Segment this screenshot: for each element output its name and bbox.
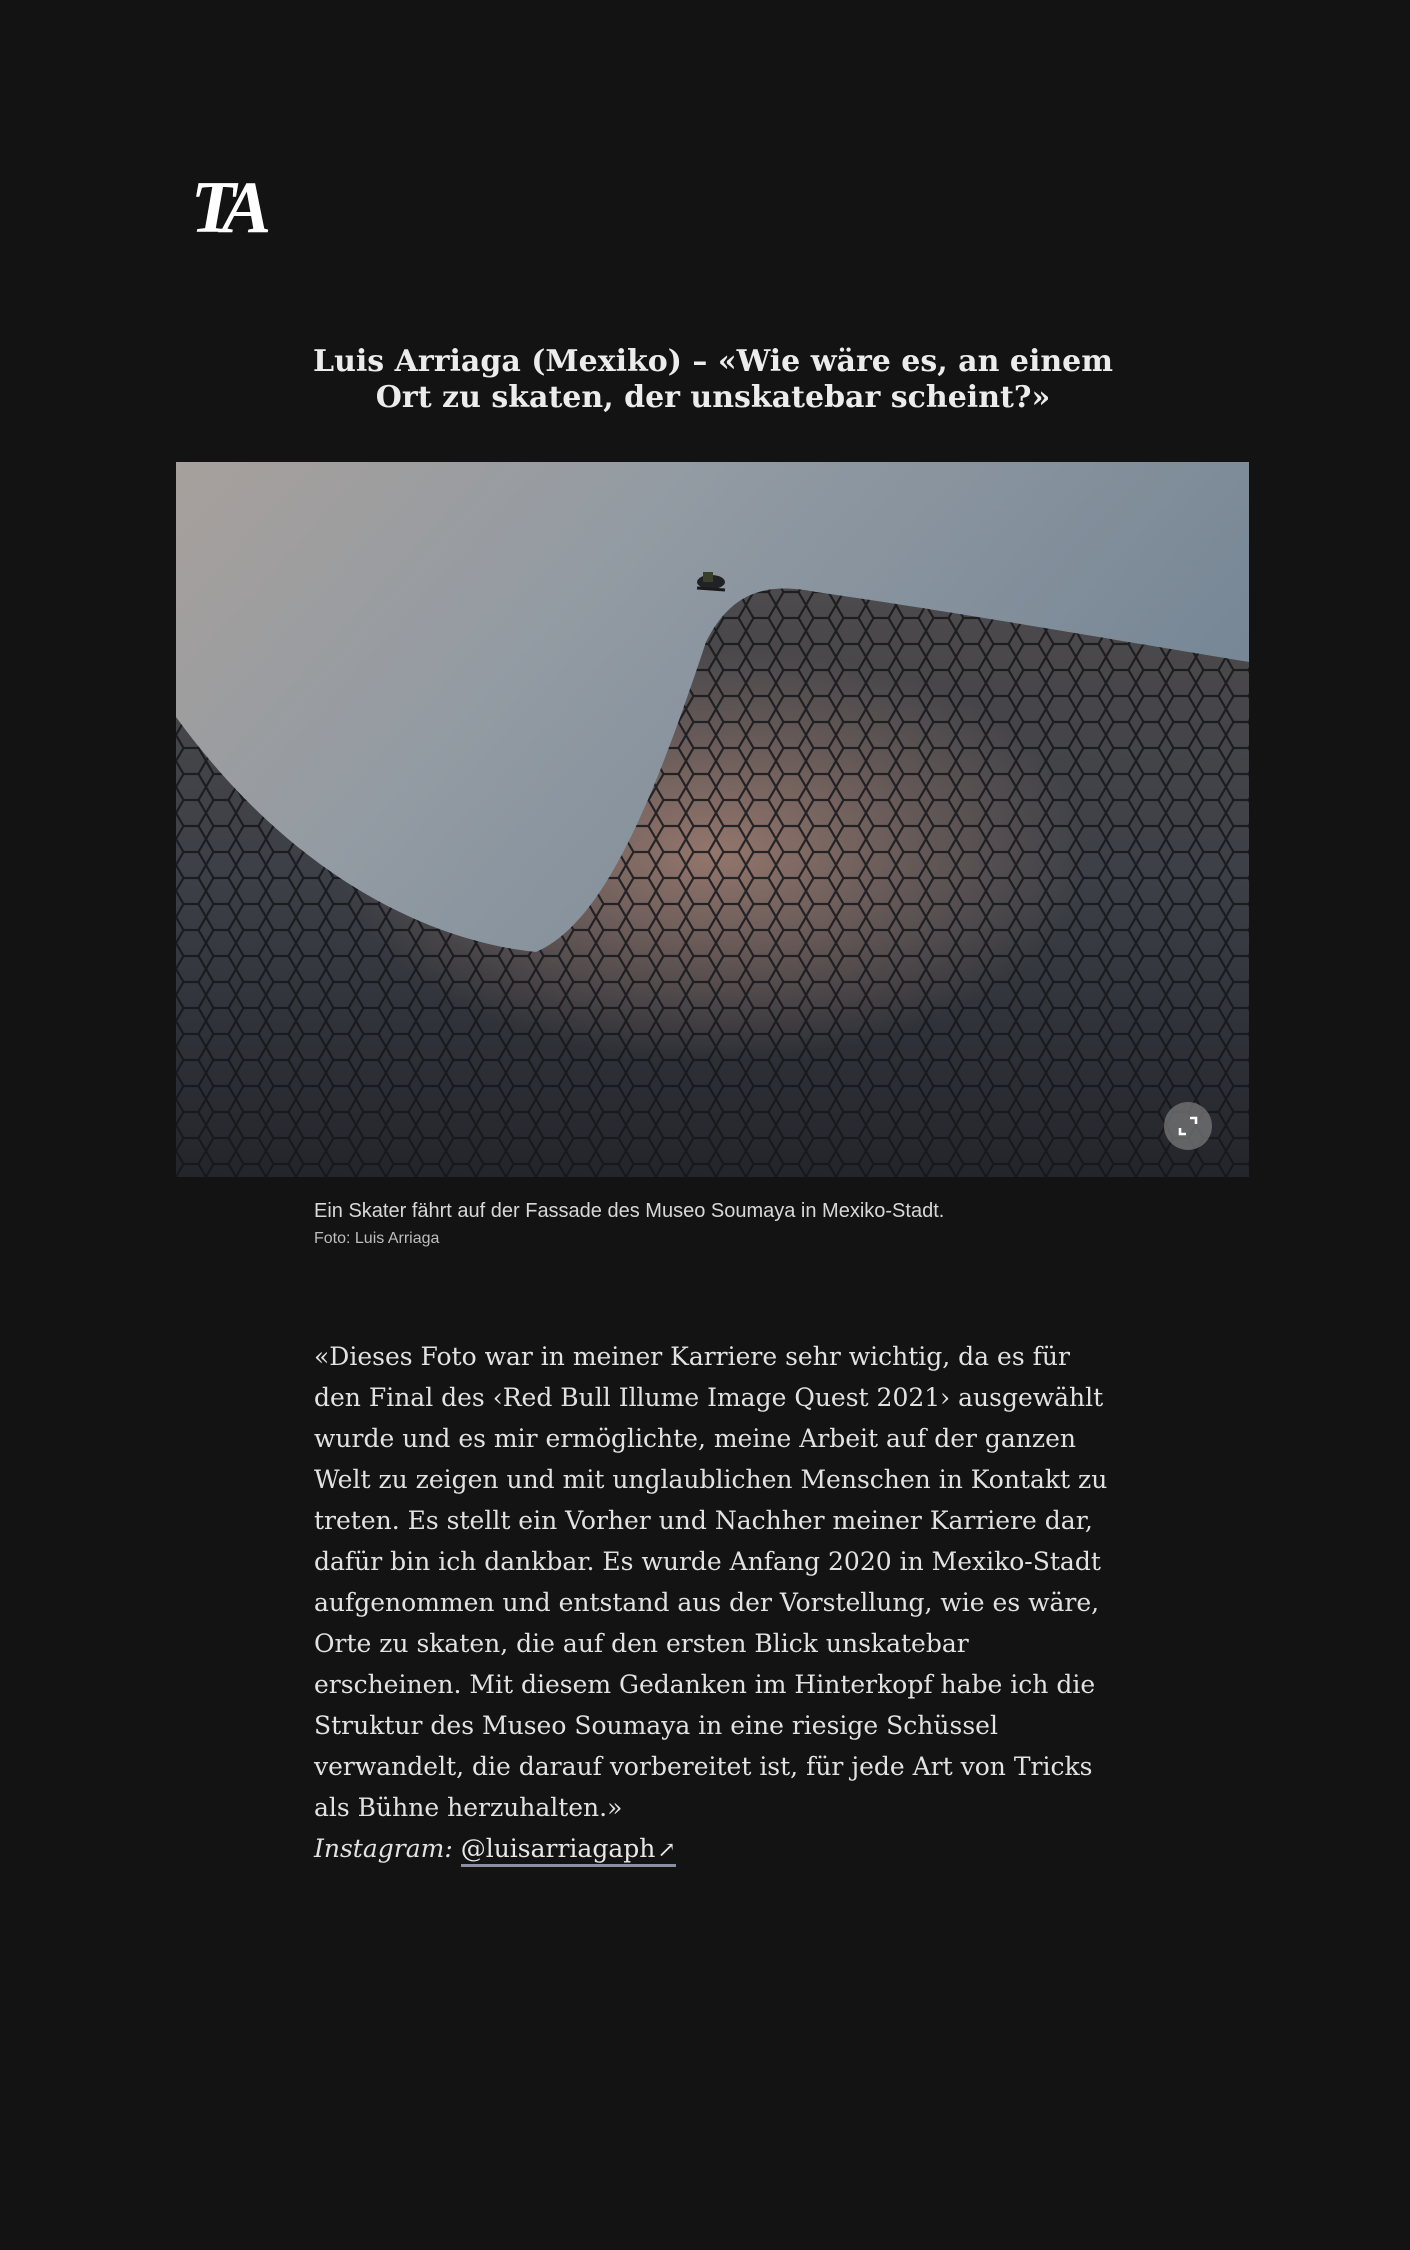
museum-facade-photo bbox=[176, 462, 1249, 1177]
instagram-link[interactable] bbox=[461, 1834, 676, 1867]
instagram-handle: @luisarriagaph bbox=[460, 1834, 656, 1863]
image-caption bbox=[314, 1198, 1114, 1250]
site-logo[interactable] bbox=[188, 168, 264, 248]
article-body: «Dieses Foto war in meiner Karriere sehr wichtig, da es für den Final des ‹Red Bull Illume Image Quest 2021› ausgewählt wurde und es mir ermöglichte, meine Arbeit auf der ganzen Welt zu zeigen und mit unglaublichen Menschen in Kontakt zu treten. Es stellt ein Vorher und Nachher meiner Karriere dar, dafür bin ich dankbar. Es wurde Anfang 2020 in Mexiko-Stadt aufgenommen und entstand aus der Vorstellung, wie es wäre, Orte zu skaten, die auf den ersten Blick unskatebar erscheinen. Mit diesem Gedanken im Hinterkopf habe ich die Struktur des Museo Soumaya in eine riesige Schüssel verwandelt, die darauf vorbereitet ist, für jede Art von Tricks als Bühne herzuhalten.» bbox=[314, 1342, 1108, 1822]
instagram-label: Instagram: bbox=[314, 1834, 453, 1863]
expand-image-button[interactable] bbox=[1164, 1102, 1212, 1150]
photo-credit: Foto: Luis Arriaga bbox=[314, 1230, 440, 1247]
instagram-line bbox=[314, 1828, 676, 1871]
external-link-icon: ↗ bbox=[657, 1838, 676, 1863]
expand-icon bbox=[1177, 1115, 1199, 1137]
article-image bbox=[176, 462, 1249, 1177]
caption-text: Ein Skater fährt auf der Fassade des Museo Soumaya in Mexiko-Stadt. bbox=[314, 1200, 945, 1222]
logo-text: TA bbox=[190, 167, 262, 249]
article-title: Luis Arriaga (Mexiko) – «Wie wäre es, an einem Ort zu skaten, der unskatebar scheint?» bbox=[313, 344, 1113, 415]
